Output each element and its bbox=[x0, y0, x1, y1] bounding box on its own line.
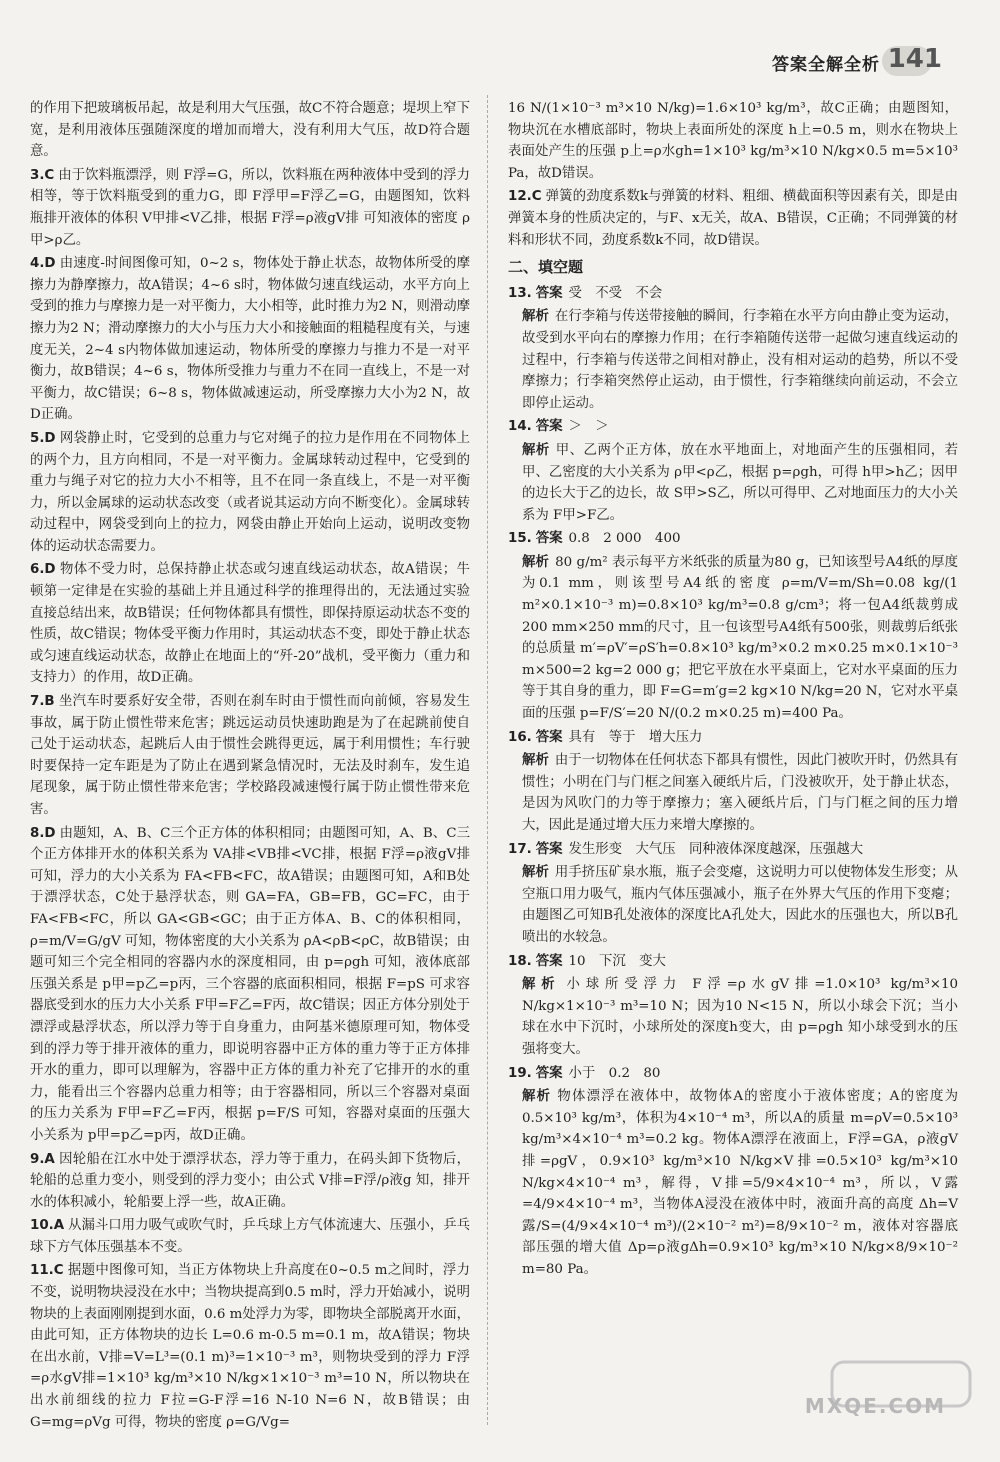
page-number: 141 bbox=[887, 44, 942, 74]
question-number: 8.D bbox=[30, 825, 56, 841]
solution-item bbox=[30, 691, 470, 821]
explanation-text: 弹簧的劲度系数k与弹簧的材料、粗细、横截面积等因素有关，即是由弹簧本身的性质决定的，与F、x无关，故A、B错误，C正确；不同弹簧的材料和形状不同，劲度系数k不同，故D错误。 bbox=[508, 189, 958, 248]
page-header bbox=[0, 44, 1000, 84]
explanation-text: 16 N/(1×10⁻³ m³×10 N/kg)=1.6×10³ kg/m³，故C正确；由题图知，物块沉在水槽底部时，物块上表面所处的深度 h上=0.5 m，则水在物块上表面处产生的压强 p上=ρ水gh=1×10³ kg/m³×10 N/kg×0.5 m=5×10³ Pa，故D错误。 bbox=[508, 101, 958, 181]
question-number: 19. bbox=[508, 1065, 532, 1081]
analysis-text: 甲、乙两个正方体，放在水平地面上，对地面产生的压强相同，若甲、乙密度的大小关系为 ρ甲<ρ乙，根据 p=ρgh，可得 h甲>h乙；因甲的边长大于乙的边长，故 S甲>S乙，所以可得甲、乙对地面压力的大小关系为 F甲>F乙。 bbox=[522, 442, 959, 523]
question-number: 18. bbox=[508, 953, 532, 969]
question-number: 16. bbox=[508, 729, 532, 745]
answer-tag: 答案 bbox=[535, 285, 563, 301]
analysis-block bbox=[508, 974, 958, 1060]
answer-tag: 答案 bbox=[535, 729, 563, 745]
question-number: 12.C bbox=[508, 189, 542, 205]
explanation-text: 因轮船在江水中处于漂浮状态，浮力等于重力，在码头卸下货物后，轮船的总重力变小，则受到的浮力变小；由公式 V排=F浮/ρ液g 知，排开水的体积减小，轮船要上浮一些，故A正确。 bbox=[30, 1151, 470, 1210]
explanation-text: 据题中图像可知，当正方体物块上升高度在0~0.5 m之间时，浮力不变，说明物块浸没在水中；当物块提高到0.5 m时，浮力开始减小，说明物块的上表面刚刚提到水面，0.6 m处浮力为零，即物块全部脱离开水面，由此可知，正方体物块的边长 L=0.6 m-0.5 m=0.1 m，故A错误；物块在出水前，V排=V=L³=(0.1 m)³=1×10⁻³ m³，则物块受到的浮力 F浮=ρ水gV排=1×10³ kg/m³×10 N/kg×1×10⁻³ m³=10 N，所以物块在出水前细线的拉力 F拉=G-F浮=16 N-10 N=6 N，故B错误；由 G=mg=ρVg 可得，物块的密度 ρ=G/Vg= bbox=[30, 1263, 470, 1430]
answer-tag: 答案 bbox=[535, 953, 563, 969]
answer-line bbox=[508, 528, 958, 550]
explanation-text: 坐汽车时要系好安全带，否则在刹车时由于惯性而向前倾，容易发生事故，属于防止惯性带来危害；跳远运动员快速助跑是为了在起跳前使自己处于运动状态，起跳后人由于惯性会跳得更远，属于利用惯性；车行驶时要保持一定车距是为了防止在遇到紧急情况时，无法及时刹车，发生追尾现象，属于防止惯性带来危害；学校路段减速慢行属于防止惯性带来危害。 bbox=[30, 694, 470, 817]
analysis-tag: 解析 bbox=[522, 554, 550, 570]
question-number: 14. bbox=[508, 419, 532, 435]
solution-item bbox=[30, 98, 470, 163]
answer-line bbox=[508, 727, 958, 749]
solution-item bbox=[30, 1215, 470, 1258]
question-number: 3.C bbox=[30, 167, 55, 183]
analysis-block bbox=[508, 862, 958, 948]
solution-item bbox=[30, 428, 470, 558]
answer-text: 小于 0.2 80 bbox=[568, 1065, 661, 1081]
watermark-text: MXQE.COM bbox=[804, 1394, 946, 1418]
solution-item bbox=[30, 253, 470, 426]
header-title: 答案全解全析 bbox=[772, 55, 880, 75]
column-divider bbox=[487, 95, 488, 1425]
answer-tag: 答案 bbox=[535, 1065, 563, 1081]
analysis-tag: 解析 bbox=[522, 1089, 552, 1105]
analysis-block bbox=[508, 440, 958, 526]
analysis-tag: 解析 bbox=[522, 865, 549, 881]
answer-tag: 答案 bbox=[535, 531, 563, 547]
question-number: 10.A bbox=[30, 1218, 65, 1234]
solution-item bbox=[508, 186, 958, 251]
answer-line bbox=[508, 416, 958, 438]
watermark-logo bbox=[804, 1356, 976, 1426]
answer-line bbox=[508, 283, 958, 305]
question-number: 6.D bbox=[30, 562, 56, 578]
analysis-block bbox=[508, 552, 958, 725]
analysis-text: 由于一切物体在任何状态下都具有惯性，因此门被吹开时，仍然具有惯性；小明在门与门框之间塞入硬纸片后，门没被吹开，处于静止状态，是因为风吹门的力等于摩擦力；塞入硬纸片后，门与门框之间的压力增大，因此是通过增大压力来增大摩擦的。 bbox=[522, 753, 959, 833]
answer-text: 10 下沉 变大 bbox=[568, 953, 666, 969]
answer-line bbox=[508, 951, 958, 973]
right-column-top bbox=[508, 98, 958, 251]
explanation-text: 由题知，A、B、C三个正方体的体积相同；由题图可知，A、B、C三个正方体排开水的体积关系为 VA排<VB排<VC排，根据 F浮=ρ液gV排 可知，浮力的大小关系为 FA<FB<FC，故A错误；由题图可知，A和B处于漂浮状态，C处于悬浮状态，则 GA=FA，GB=FB，GC=FC，由于 FA<FB<FC，所以 GA<GB<GC；由于正方体A、B、C的体积相同，ρ=m/V=G/gV 可知，物体密度的大小关系为 ρA<ρB<ρC，故B错误；由题可知三个完全相同的容器内水的深度相同，由 p=ρgh 可知，液体底部压强关系是 p甲=p乙=p丙，三个容器的底面积相同，根据 F=pS 可求容器底受到水的压力大小关系 F甲=F乙=F丙，故C错误；因正方体分别处于漂浮或悬浮状态，所以浮力等于自身重力，由阿基米德原理可知，物体受到的浮力等于排开液体的重力，即说明容器中正方体的重力等于正方体排开水的重力，即可以理解为，容器中正方体的重力补充了它排开的水的重力，能看出三个容器内总重力相等；由于容器相同，所以三个容器对桌面的压力关系为 F甲=F乙=F丙，根据 p=F/S 可知，容器对桌面的压强大小关系为 p甲=p乙=p丙，故D正确。 bbox=[30, 825, 470, 1143]
question-number: 15. bbox=[508, 531, 532, 547]
solution-item bbox=[30, 1149, 470, 1214]
analysis-text: 用手挤压矿泉水瓶，瓶子会变瘪，这说明力可以使物体发生形变；从空瓶口用力吸气，瓶内气体压强减小，瓶子在外界大气压的作用下变瘪；由题图乙可知B孔处液体的深度比A孔处大，因此水的压强也大，所以B孔喷出的水较急。 bbox=[522, 865, 959, 945]
solution-item bbox=[30, 559, 470, 689]
solution-item bbox=[30, 1260, 470, 1433]
answer-tag: 答案 bbox=[535, 841, 563, 857]
analysis-block bbox=[508, 750, 958, 836]
explanation-text: 的作用下把玻璃板吊起，故是利用大气压强，故C不符合题意；堤坝上窄下宽，是利用液体压强随深度的增加而增大，没有利用大气压，故D符合题意。 bbox=[30, 101, 470, 160]
answer-text: 具有 等于 增大压力 bbox=[568, 729, 703, 745]
solution-item bbox=[30, 823, 470, 1147]
answer-tag: 答案 bbox=[535, 419, 563, 435]
answer-text: 受 不受 不会 bbox=[568, 285, 663, 301]
question-number: 17. bbox=[508, 841, 532, 857]
explanation-text: 由于饮料瓶漂浮，则 F浮=G，所以，饮料瓶在两种液体中受到的浮力相等，等于饮料瓶受到的重力G，即 F浮甲=F浮乙=G，由题图知，饮料瓶排开液体的体积 V甲排<V乙排，根据 F浮=ρ液gV排 可知液体的密度 ρ甲>ρ乙。 bbox=[30, 167, 470, 248]
explanation-text: 网袋静止时，它受到的总重力与它对绳子的拉力是作用在不同物体上的两个力，且方向相同，不是一对平衡力。金属球转动过程中，它受到的重力与绳子对它的拉力大小不相等，且不在同一条直线上，不是一对平衡力，所以金属球的运动状态改变（或者说其运动方向不断变化）。金属球转动过程中，网袋受到向上的拉力，网袋由静止开始向上运动，说明改变物体的运动状态需要力。 bbox=[30, 430, 470, 554]
question-number: 13. bbox=[508, 285, 532, 301]
answer-text: 0.8 2 000 400 bbox=[568, 531, 681, 547]
explanation-text: 由速度-时间图像可知，0~2 s，物体处于静止状态，故物体所受的摩擦力为静摩擦力，故A错误；4~6 s时，物体做匀速直线运动，水平方向上受到的推力与摩擦力是一对平衡力，大小相等，此时推力为2 N，则滑动摩擦力为2 N；滑动摩擦力的大小与压力大小和接触面的粗糙程度有关，与速度无关，2~4 s内物体做加速运动，物体所受的摩擦力与推力不是一对平衡力，故B错误；4~6 s，物体所受推力与重力不在同一直线上，不是一对平衡力，故C错误；6~8 s，物体做减速运动，所受摩擦力大小为2 N，故D正确。 bbox=[30, 256, 470, 423]
explanation-text: 物体不受力时，总保持静止状态或匀速直线运动状态，故A错误；牛顿第一定律是在实验的基础上并且通过科学的推理得出的，无法通过实验直接总结出来，故B错误；任何物体都具有惯性，即保持原运动状态不变的性质，故C错误；物体受平衡力作用时，其运动状态不变，即处于静止状态或匀速直线运动状态，故静止在地面上的“歼-20”战机，受平衡力（重力和支持力）的作用，故D正确。 bbox=[30, 562, 470, 686]
question-number: 9.A bbox=[30, 1151, 55, 1167]
analysis-text: 在行李箱与传送带接触的瞬间，行李箱在水平方向由静止变为运动，故受到水平向右的摩擦力作用；在行李箱随传送带一起做匀速直线运动的过程中，行李箱与传送带之间相对静止，没有相对运动的趋势，所以不受摩擦力；行李箱突然停止运动，由于惯性，行李箱继续向前运动，不会立即停止运动。 bbox=[522, 309, 959, 411]
analysis-block bbox=[508, 306, 958, 414]
solution-item bbox=[30, 165, 470, 251]
answer-text: ＞ ＞ bbox=[568, 419, 609, 435]
analysis-tag: 解析 bbox=[522, 442, 550, 458]
answer-line bbox=[508, 839, 958, 861]
answer-line bbox=[508, 1063, 958, 1085]
left-column bbox=[30, 98, 470, 1435]
question-number: 11.C bbox=[30, 1263, 64, 1279]
explanation-text: 从漏斗口用力吸气或吹气时，乒乓球上方气体流速大、压强小，乒乓球下方气体压强基本不变。 bbox=[30, 1218, 470, 1255]
analysis-text: 80 g/m² 表示每平方米纸张的质量为80 g，已知该型号A4纸的厚度为0.1 mm，则该型号A4纸的密度 ρ=m/V=m/Sh=0.08 kg/(1 m²×0.1×10⁻³ m)=0.8×10³ kg/m³=0.8 g/cm³；将一包A4纸裁剪成200 mm×250 mm的尺寸，且一包该型号A4纸有500张，则裁剪后纸张的总质量 m′=ρV′=ρS′h=0.8×10³ kg/m³×0.2 m×0.25 m×0.1×10⁻³ m×500=2 kg=2 000 g；把它平放在水平桌面上，它对水平桌面的压力等于其自身的重力，即 F=G=m′g=2 kg×10 N/kg=20 N，它对水平桌面的压强 p=F/S′=20 N/(0.2 m×0.25 m)=400 Pa。 bbox=[522, 554, 958, 722]
question-number: 7.B bbox=[30, 694, 55, 710]
analysis-tag: 解析 bbox=[522, 977, 561, 993]
solution-item bbox=[508, 98, 958, 184]
section-title: 二、填空题 bbox=[508, 258, 584, 277]
fill-in-answers bbox=[508, 283, 958, 1281]
analysis-text: 物体漂浮在液体中，故物体A的密度小于液体密度；A的密度为0.5×10³ kg/m³，体积为4×10⁻⁴ m³，所以A的质量 m=ρV=0.5×10³ kg/m³×4×10⁻⁴ m³=0.2 kg。物体A漂浮在液面上，F浮=GA，ρ液gV排=ρgV，0.9×10³ kg/m³×10 N/kg×V排=0.5×10³ kg/m³×10 N/kg×4×10⁻⁴ m³，解得，V排=5/9×4×10⁻⁴ m³，所以，V露=4/9×4×10⁻⁴ m³，当物体A浸没在液体中时，液面升高的高度 Δh=V露/S=(4/9×4×10⁻⁴ m³)/(2×10⁻² m²)=8/9×10⁻² m，液体对容器底部压强的增大值 Δp=ρ液gΔh=0.9×10³ kg/m³×10 N/kg×8/9×10⁻² m=80 Pa。 bbox=[522, 1089, 959, 1277]
analysis-tag: 解析 bbox=[522, 753, 549, 769]
question-number: 5.D bbox=[30, 430, 56, 446]
analysis-tag: 解析 bbox=[522, 309, 549, 325]
right-column bbox=[508, 98, 958, 1282]
question-number: 4.D bbox=[30, 256, 56, 272]
answer-text: 发生形变 大气压 同种液体深度越深，压强越大 bbox=[568, 841, 864, 857]
analysis-text: 小球所受浮力 F浮=ρ水gV排=1.0×10³ kg/m³×10 N/kg×1×10⁻³ m³=10 N；因为10 N<15 N，所以小球会下沉；当小球在水中下沉时，小球所处的深度h变大，由 p=ρgh 知小球受到水的压强将变大。 bbox=[522, 977, 959, 1057]
analysis-block bbox=[508, 1086, 958, 1280]
